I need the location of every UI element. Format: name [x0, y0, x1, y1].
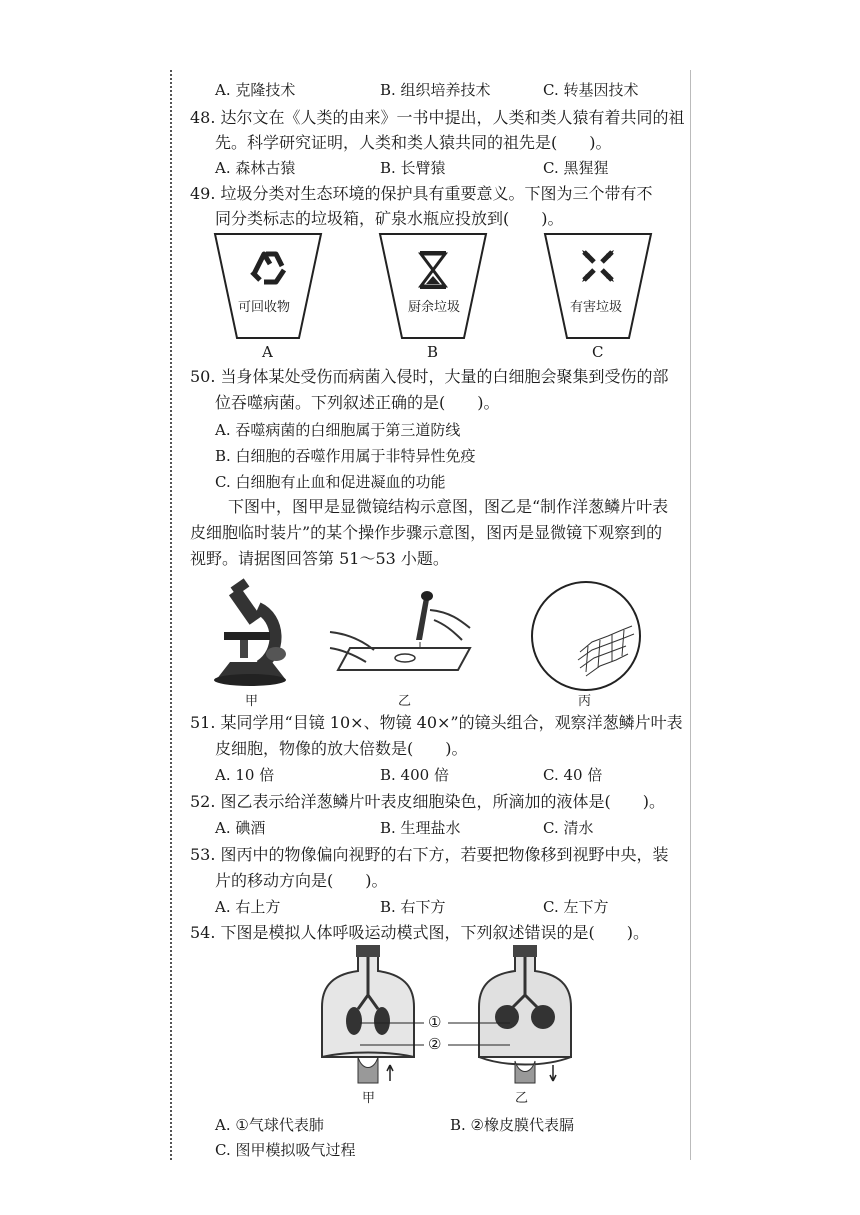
q52-stem-line1: 52. 图乙表示给洋葱鳞片叶表皮细胞染色，所滴加的液体是( )。 — [190, 792, 666, 811]
trash-bin-a — [213, 232, 323, 342]
kitchen-waste-icon — [420, 251, 446, 289]
callout-1: ① — [428, 1013, 442, 1031]
page-right-edge — [690, 70, 691, 1160]
q54-option-c: C. 图甲模拟吸气过程 — [215, 1141, 356, 1159]
trash-bin-b — [378, 232, 488, 342]
q53-stem-line1: 53. 图丙中的物像偏向视野的右下方，若要把物像移到视野中央，装 — [190, 845, 669, 864]
q52-option-c: C. 清水 — [543, 819, 594, 837]
q49-stem-line2: 同分类标志的垃圾箱，矿泉水瓶应投放到( )。 — [215, 209, 564, 228]
intro-line1: 下图中，图甲是显微镜结构示意图，图乙是“制作洋葱鳞片叶表 — [228, 497, 669, 516]
q51-option-a: A. 10 倍 — [215, 766, 275, 784]
page-margin-dotted-line — [170, 70, 172, 1160]
field-of-view-label: 丙 — [578, 694, 592, 709]
q49-stem-line1: 49. 垃圾分类对生态环境的保护具有重要意义。下图为三个带有不 — [190, 184, 653, 203]
bin-a-label: 可回收物 — [238, 300, 291, 315]
bin-b-label: 厨余垃圾 — [408, 300, 461, 315]
q47-option-c: C. 转基因技术 — [543, 81, 639, 99]
bin-b-letter: B — [427, 343, 439, 361]
q54-option-b: B. ②橡皮膜代表膈 — [450, 1116, 575, 1134]
staining-label: 乙 — [398, 694, 412, 709]
q53-option-b: B. 右下方 — [380, 898, 446, 916]
q47-option-b: B. 组织培养技术 — [380, 81, 491, 99]
q50-option-b: B. 白细胞的吞噬作用属于非特异性免疫 — [215, 447, 476, 465]
bin-a-letter: A — [262, 343, 273, 361]
hazardous-icon — [582, 250, 614, 282]
callout-2: ② — [428, 1035, 442, 1053]
q48-stem-line1: 48. 达尔文在《人类的由来》一书中提出，人类和类人猿有着共同的祖 — [190, 108, 685, 127]
q54-stem-line1: 54. 下图是模拟人体呼吸运动模式图，下列叙述错误的是( )。 — [190, 923, 650, 942]
q51-stem-line2: 皮细胞，物像的放大倍数是( )。 — [215, 739, 468, 758]
q51-option-b: B. 400 倍 — [380, 766, 449, 784]
q47-option-a: A. 克隆技术 — [215, 81, 296, 99]
intro-line3: 视野。请据图回答第 51～53 小题。 — [190, 549, 449, 568]
bell-jar-inhale-label: 甲 — [362, 1091, 376, 1106]
trash-bin-c — [543, 232, 653, 342]
bin-c-letter: C — [592, 343, 604, 361]
q48-stem-line2: 先。科学研究证明，人类和类人猿共同的祖先是( )。 — [215, 133, 612, 152]
microscope-label: 甲 — [245, 694, 259, 709]
q48-option-b: B. 长臂猿 — [380, 159, 446, 177]
q50-stem-line1: 50. 当身体某处受伤而病菌入侵时，大量的白细胞会聚集到受伤的部 — [190, 367, 669, 386]
q50-option-a: A. 吞噬病菌的白细胞属于第三道防线 — [215, 421, 461, 439]
q51-option-c: C. 40 倍 — [543, 766, 603, 784]
q48-option-a: A. 森林古猿 — [215, 159, 296, 177]
bin-c-label: 有害垃圾 — [570, 300, 623, 315]
intro-line2: 皮细胞临时装片”的某个操作步骤示意图，图丙是显微镜下观察到的 — [190, 523, 663, 542]
q50-stem-line2: 位吞噬病菌。下列叙述正确的是( )。 — [215, 393, 500, 412]
field-of-view-figure — [530, 580, 642, 692]
q50-option-c: C. 白细胞有止血和促进凝血的功能 — [215, 473, 446, 491]
q52-option-a: A. 碘酒 — [215, 819, 266, 837]
q54-option-a: A. ①气球代表肺 — [215, 1116, 324, 1134]
staining-figure — [330, 590, 480, 690]
microscope-figure — [210, 582, 300, 690]
recycle-icon — [252, 254, 284, 282]
q48-option-c: C. 黑猩猩 — [543, 159, 609, 177]
q53-stem-line2: 片的移动方向是( )。 — [215, 871, 388, 890]
bell-jar-exhale-label: 乙 — [515, 1091, 529, 1106]
q53-option-c: C. 左下方 — [543, 898, 609, 916]
q53-option-a: A. 右上方 — [215, 898, 281, 916]
q52-option-b: B. 生理盐水 — [380, 819, 461, 837]
q51-stem-line1: 51. 某同学用“目镜 10×、物镜 40×”的镜头组合，观察洋葱鳞片叶表 — [190, 713, 683, 732]
